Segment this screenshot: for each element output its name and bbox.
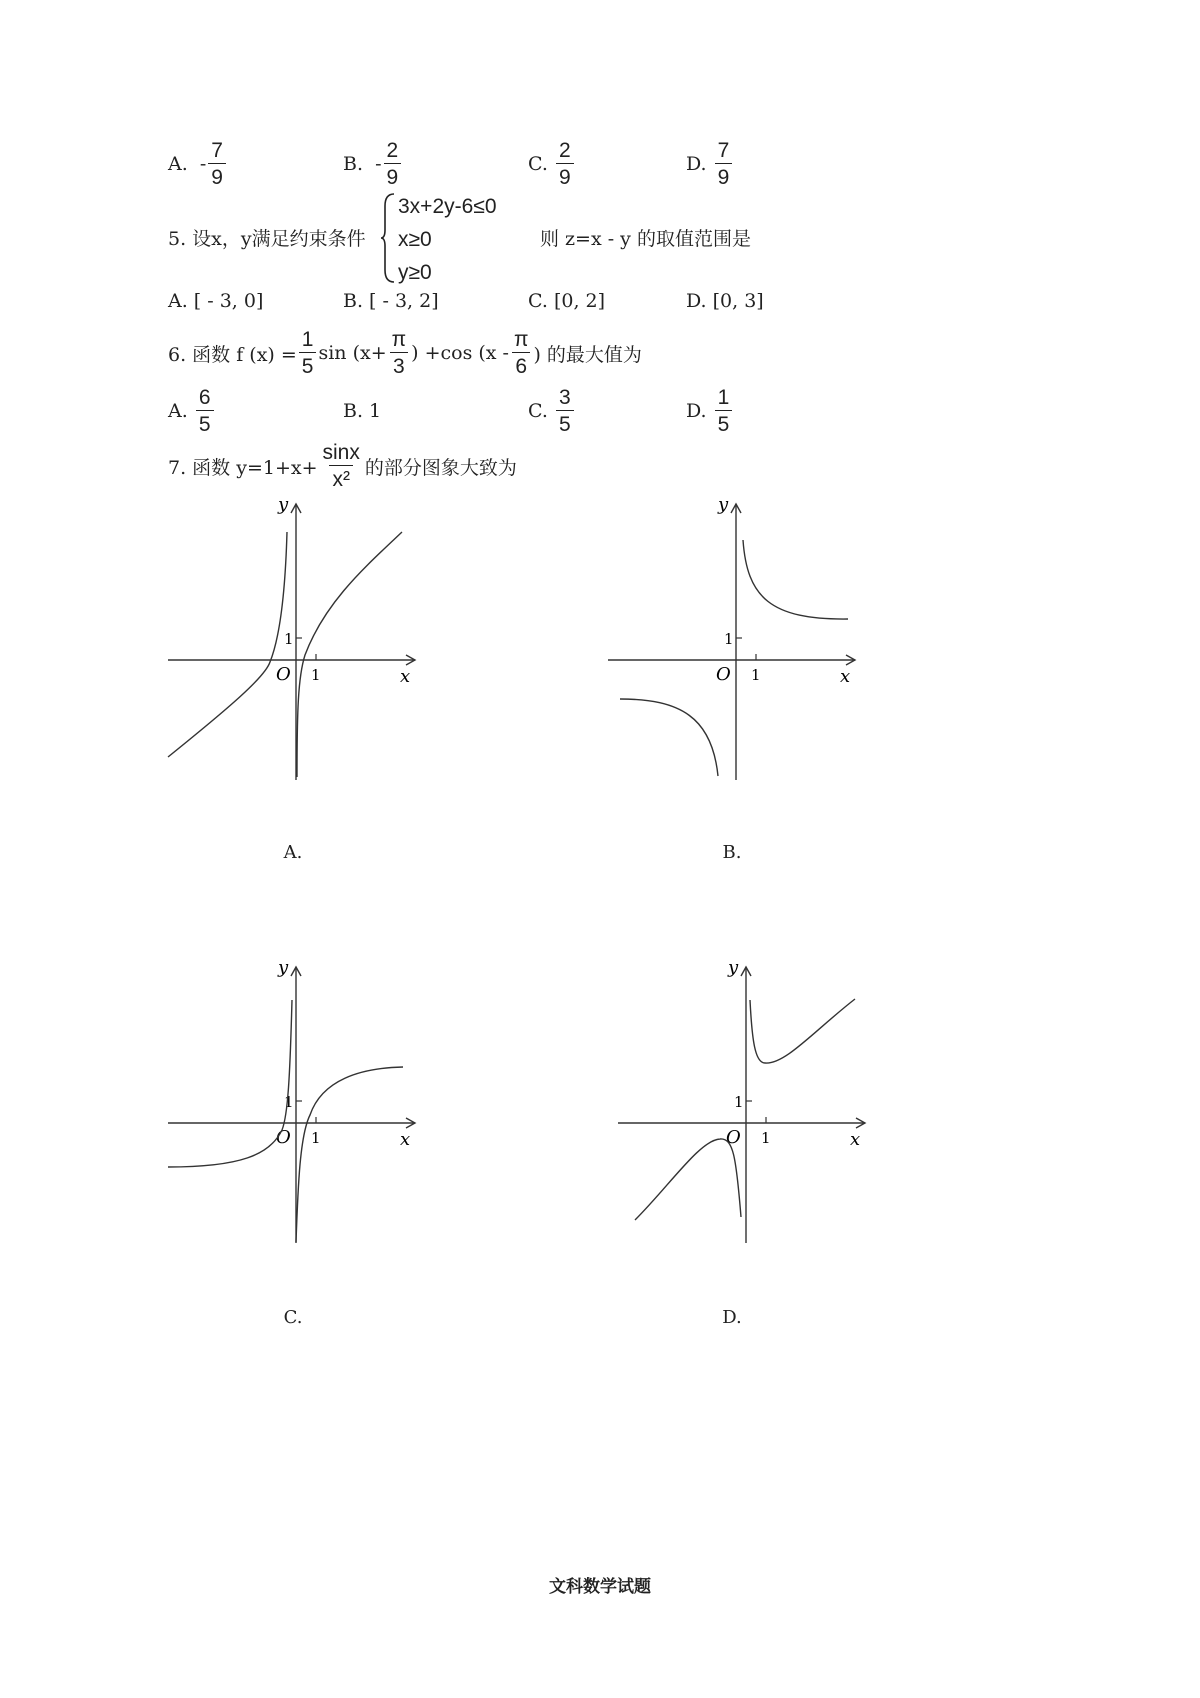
graph-c-curve-right bbox=[296, 1067, 403, 1242]
graph-d-curve-left bbox=[635, 1139, 741, 1220]
graph-b-tick-y1: 1 bbox=[724, 630, 734, 648]
graph-c-tick-x1: 1 bbox=[311, 1129, 321, 1147]
graph-a-y-label: y bbox=[278, 494, 289, 515]
graph-d-caption: D. bbox=[722, 1307, 742, 1328]
q5-brace bbox=[380, 192, 396, 284]
graph-b-y-label: y bbox=[718, 494, 729, 515]
graph-b-caption: B. bbox=[722, 842, 742, 863]
q4-option-d: D. $\frac{7}{9}$ bbox=[686, 140, 734, 188]
graph-c-caption: C. bbox=[283, 1307, 303, 1328]
graph-a-curve-left bbox=[168, 532, 287, 757]
q5-option-a: A. [ - 3, 0] bbox=[168, 290, 264, 312]
graph-c-curve-left bbox=[168, 1000, 292, 1167]
graph-d-tick-x1: 1 bbox=[761, 1129, 771, 1147]
q5-stem-tail: 则 z=x - y 的取值范围是 bbox=[540, 228, 751, 250]
q4-option-b: B. - $\frac{2}{9}$ bbox=[343, 140, 403, 188]
graph-d-tick-y1: 1 bbox=[734, 1093, 744, 1111]
graph-c bbox=[160, 955, 430, 1255]
q5-option-c: C. [0, 2] bbox=[528, 290, 606, 312]
q5-option-b: B. [ - 3, 2] bbox=[343, 290, 439, 312]
q4-option-c: C. $\frac{2}{9}$ bbox=[528, 140, 576, 188]
q6-option-c: C. $\frac{3}{5}$ bbox=[528, 386, 576, 436]
graph-d-curve-right bbox=[750, 999, 855, 1063]
q5-constraint-3: y≥0 bbox=[398, 261, 432, 284]
graph-d-x-label: x bbox=[850, 1129, 861, 1150]
q6-option-d: D. $\frac{1}{5}$ bbox=[686, 386, 734, 436]
q5-constraints bbox=[398, 190, 497, 289]
q4-option-a: A. - $\frac{7}{9}$ bbox=[168, 140, 228, 188]
graph-a-caption: A. bbox=[283, 842, 303, 863]
graph-b-x-label: x bbox=[840, 666, 851, 687]
q6-stem: 6. 函数 f (x) = $\frac{1}{5}$ sin (x+ $\frac{\pi}{3}$ ) +cos (x - $\frac{\pi}{6}$ ) 的最大值为 bbox=[168, 328, 642, 378]
graph-a bbox=[160, 492, 430, 792]
q6-option-b: B. 1 bbox=[343, 400, 382, 422]
graph-d bbox=[610, 955, 880, 1255]
graph-d-origin: O bbox=[726, 1127, 741, 1148]
graph-a-x-label: x bbox=[400, 666, 411, 687]
graph-b-curve-left bbox=[620, 699, 718, 776]
graph-a-origin: O bbox=[276, 664, 291, 685]
graph-c-tick-y1: 1 bbox=[284, 1093, 294, 1111]
graph-b bbox=[600, 492, 870, 792]
q7-stem: 7. 函数 y=1+x+ $\frac{\sin x}{\text{x²}}$ 的部分图象大致为 bbox=[168, 441, 517, 491]
q5-constraint-1: 3x+2y-6≤0 bbox=[398, 195, 497, 218]
q6-option-a: A. $\frac{6}{5}$ bbox=[168, 386, 216, 436]
graph-b-tick-x1: 1 bbox=[751, 666, 761, 684]
graph-b-curve-right bbox=[743, 540, 848, 619]
graph-b-origin: O bbox=[716, 664, 731, 685]
q5-stem: 5. 设x，y满足约束条件 bbox=[168, 228, 366, 250]
graph-a-curve-right bbox=[297, 532, 402, 777]
q5-option-d: D. [0, 3] bbox=[686, 290, 764, 312]
page-footer: 文科数学试题 bbox=[549, 1577, 651, 1597]
graph-c-x-label: x bbox=[400, 1129, 411, 1150]
graph-a-tick-x1: 1 bbox=[311, 666, 321, 684]
graph-d-y-label: y bbox=[728, 957, 739, 978]
graph-c-y-label: y bbox=[278, 957, 289, 978]
graph-c-origin: O bbox=[276, 1127, 291, 1148]
q5-constraint-2: x≥0 bbox=[398, 228, 432, 251]
graph-a-tick-y1: 1 bbox=[284, 630, 294, 648]
